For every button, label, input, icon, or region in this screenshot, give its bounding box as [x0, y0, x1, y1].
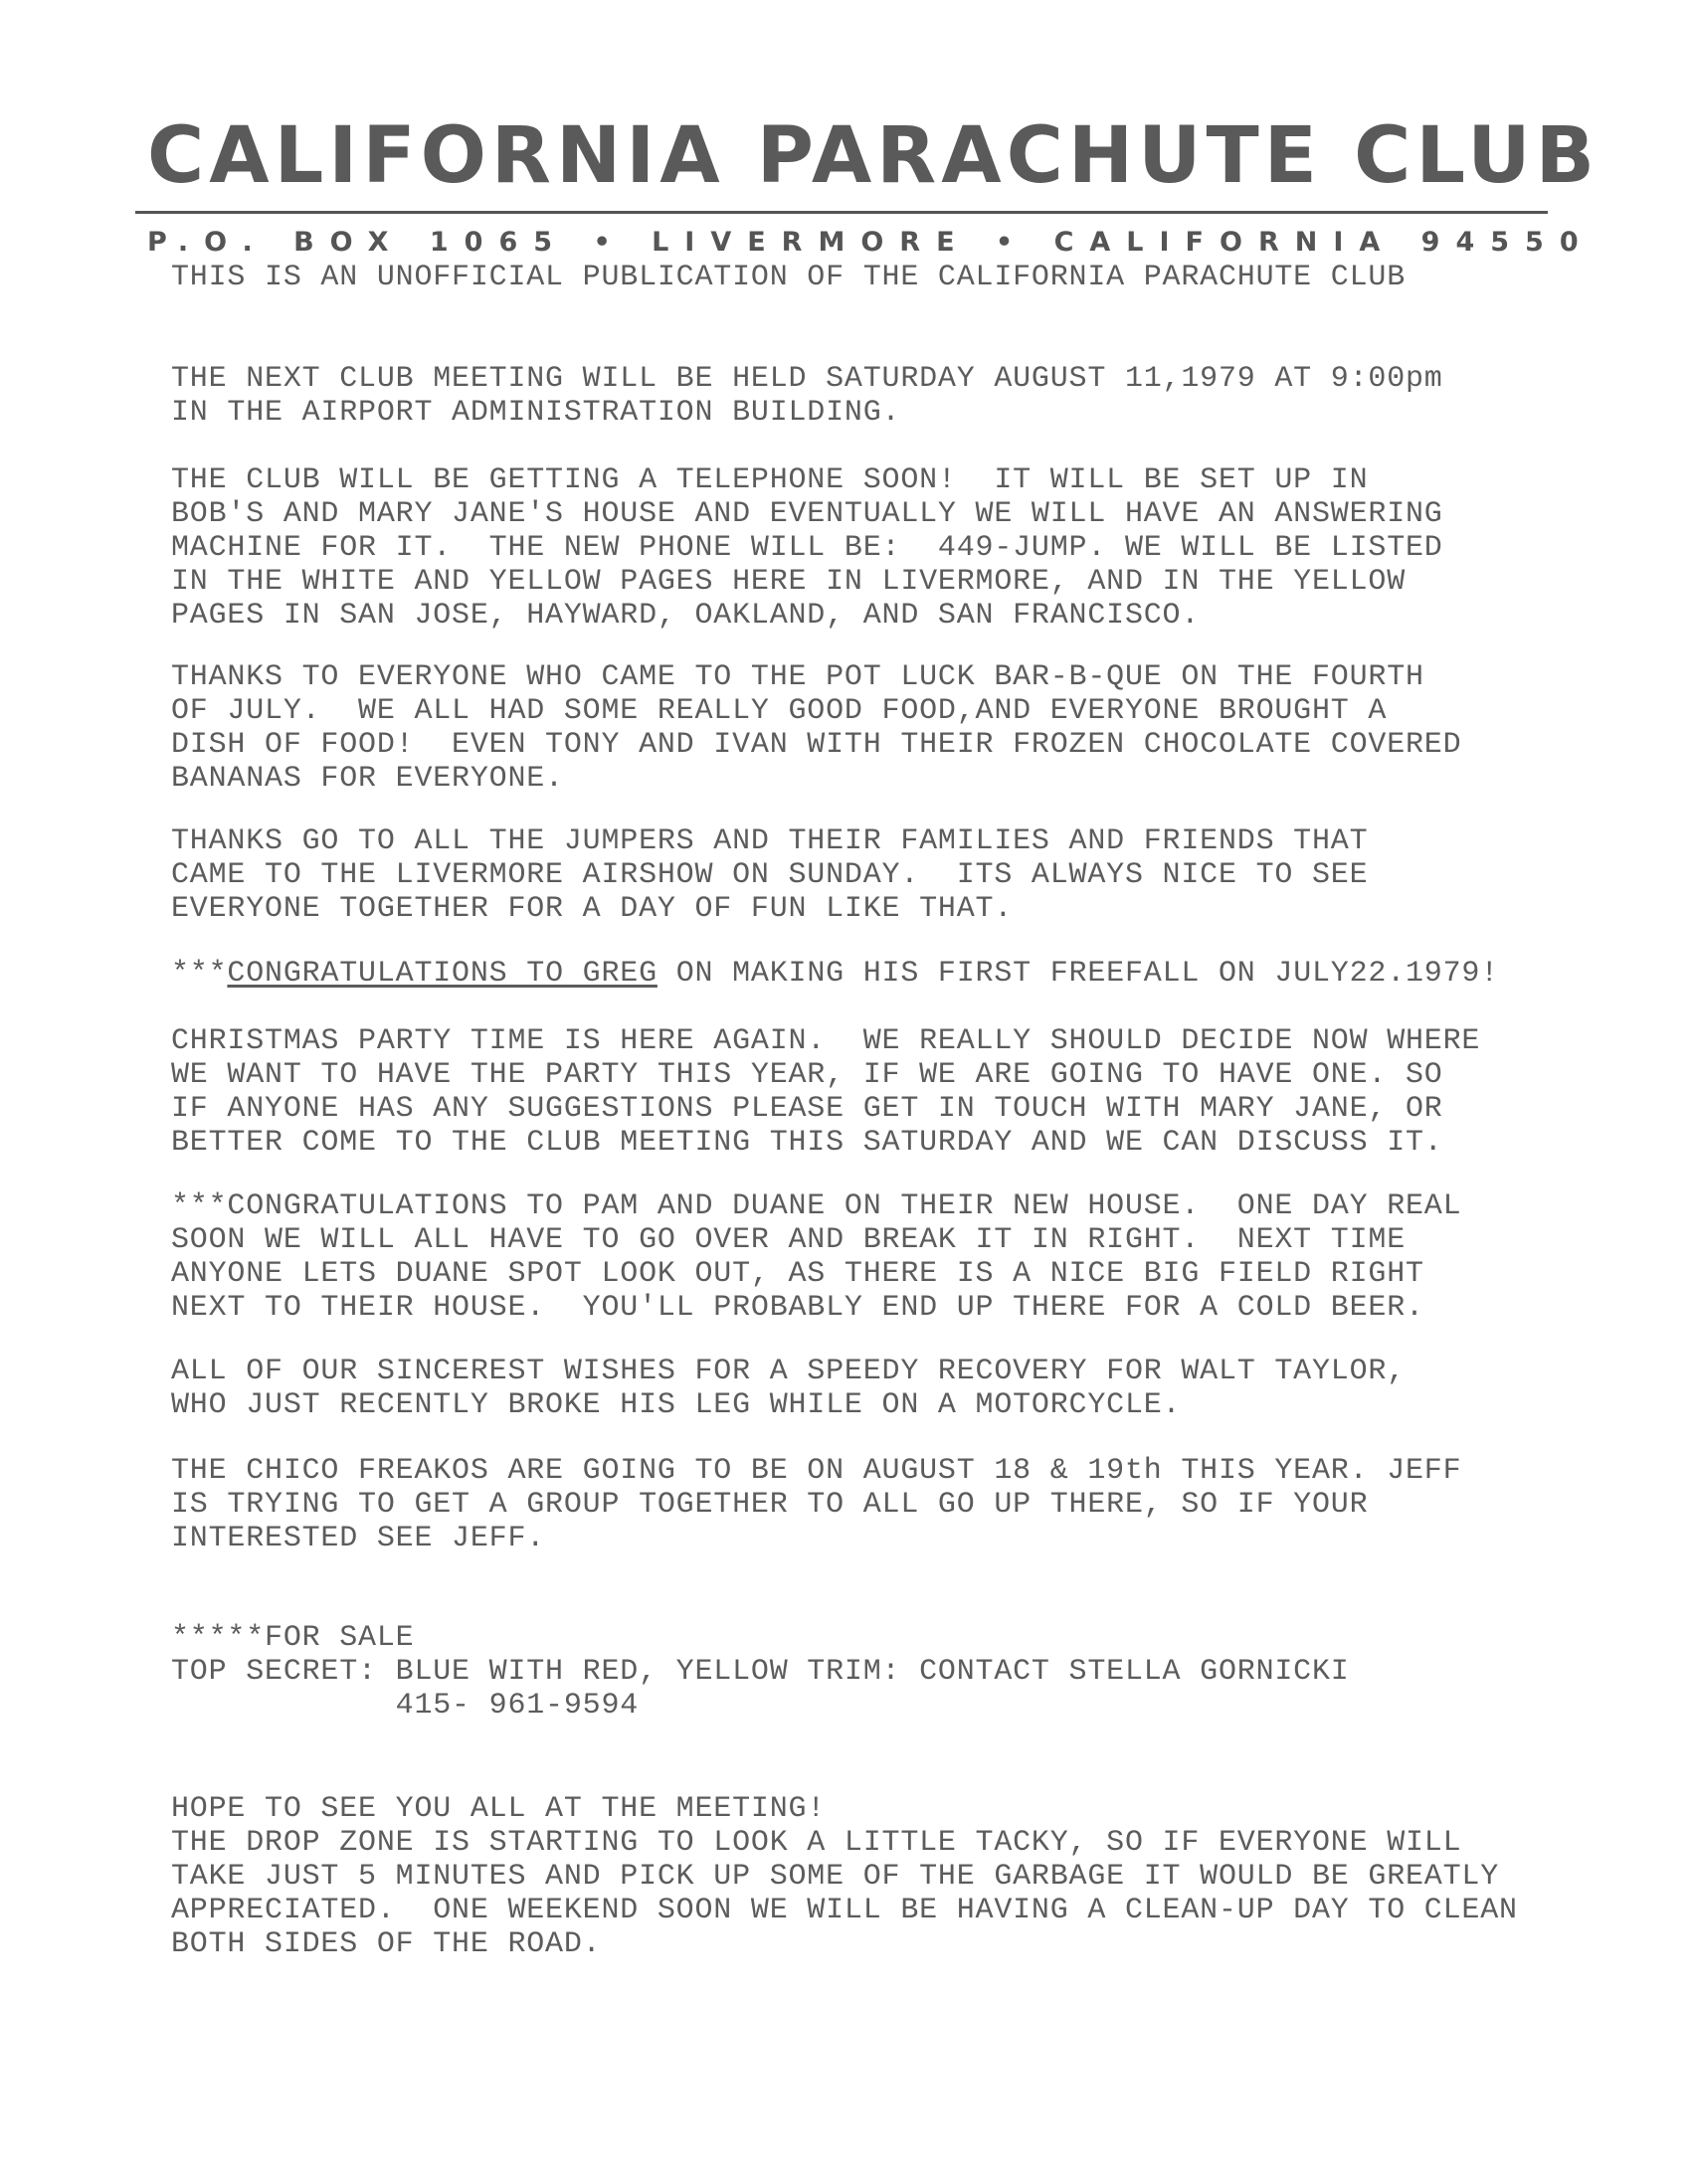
paragraph-line: THANKS TO EVERYONE WHO CAME TO THE POT LUCK BAR-B-QUE ON THE FOURTH: [171, 660, 1424, 694]
paragraph-christmas: [171, 1024, 1480, 1160]
paragraph-line: WHO JUST RECENTLY BROKE HIS LEG WHILE ON A MOTORCYCLE.: [171, 1388, 1182, 1422]
paragraph-line: SOON WE WILL ALL HAVE TO GO OVER AND BREAK IT IN RIGHT. NEXT TIME: [171, 1223, 1406, 1257]
paragraph-line: IF ANYONE HAS ANY SUGGESTIONS PLEASE GET IN TOUCH WITH MARY JANE, OR: [171, 1092, 1443, 1126]
paragraph-line: THANKS GO TO ALL THE JUMPERS AND THEIR FAMILIES AND FRIENDS THAT: [171, 824, 1369, 858]
paragraph-line: ALL OF OUR SINCEREST WISHES FOR A SPEEDY RECOVERY FOR WALT TAYLOR,: [171, 1355, 1406, 1388]
paragraph-line: *****FOR SALE: [171, 1621, 415, 1655]
paragraph-telephone: [171, 463, 1443, 633]
paragraph-line: OF JULY. WE ALL HAD SOME REALLY GOOD FOOD,AND EVERYONE BROUGHT A: [171, 694, 1388, 728]
paragraph-line: BETTER COME TO THE CLUB MEETING THIS SATURDAY AND WE CAN DISCUSS IT.: [171, 1126, 1443, 1160]
paragraph-line: TAKE JUST 5 MINUTES AND PICK UP SOME OF THE GARBAGE IT WOULD BE GREATLY: [171, 1860, 1500, 1894]
paragraph-line: MACHINE FOR IT. THE NEW PHONE WILL BE: 449-JUMP. WE WILL BE LISTED: [171, 531, 1443, 565]
paragraph-line: EVERYONE TOGETHER FOR A DAY OF FUN LIKE THAT.: [171, 892, 1014, 926]
paragraph-potluck: [171, 660, 1461, 796]
paragraph-line: BANANAS FOR EVERYONE.: [171, 762, 564, 796]
paragraph-line: [171, 957, 1499, 991]
paragraph-walt: [171, 1355, 1406, 1422]
paragraph-line: ANYONE LETS DUANE SPOT LOOK OUT, AS THERE IS A NICE BIG FIELD RIGHT: [171, 1257, 1424, 1291]
letterhead-divider: [135, 211, 1548, 214]
paragraph-line: INTERESTED SEE JEFF.: [171, 1522, 546, 1555]
paragraph-line: THE DROP ZONE IS STARTING TO LOOK A LITTLE TACKY, SO IF EVERYONE WILL: [171, 1826, 1462, 1860]
paragraph-closing: [171, 1792, 1518, 1961]
paragraph-line: IN THE WHITE AND YELLOW PAGES HERE IN LIVERMORE, AND IN THE YELLOW: [171, 565, 1406, 599]
paragraph-pam-duane: [171, 1189, 1461, 1325]
paragraph-line: CHRISTMAS PARTY TIME IS HERE AGAIN. WE REALLY SHOULD DECIDE NOW WHERE: [171, 1024, 1481, 1058]
publication-note: THIS IS AN UNOFFICIAL PUBLICATION OF THE CALIFORNIA PARACHUTE CLUB: [171, 261, 1406, 294]
letterhead-title: CALIFORNIA PARACHUTE CLUB: [147, 111, 1600, 201]
paragraph-line: THE CHICO FREAKOS ARE GOING TO BE ON AUGUST 18 & 19th THIS YEAR. JEFF: [171, 1454, 1462, 1488]
paragraph-line: ***CONGRATULATIONS TO PAM AND DUANE ON THEIR NEW HOUSE. ONE DAY REAL: [171, 1189, 1462, 1223]
greg-underlined: CONGRATULATIONS TO GREG: [227, 957, 658, 991]
greg-prefix: ***: [171, 957, 228, 991]
paragraph-line: TOP SECRET: BLUE WITH RED, YELLOW TRIM: CONTACT STELLA GORNICKI: [171, 1655, 1350, 1689]
greg-rest: ON MAKING HIS FIRST FREEFALL ON JULY22.1979!: [657, 957, 1500, 991]
paragraph-line: DISH OF FOOD! EVEN TONY AND IVAN WITH THEIR FROZEN CHOCOLATE COVERED: [171, 728, 1462, 762]
paragraph-line: NEXT TO THEIR HOUSE. YOU'LL PROBABLY END UP THERE FOR A COLD BEER.: [171, 1291, 1424, 1325]
paragraph-line: CAME TO THE LIVERMORE AIRSHOW ON SUNDAY. ITS ALWAYS NICE TO SEE: [171, 858, 1369, 892]
letterhead-address: P.O. BOX 1065 • LIVERMORE • CALIFORNIA 94550: [147, 227, 1595, 258]
paragraph-line: PAGES IN SAN JOSE, HAYWARD, OAKLAND, AND SAN FRANCISCO.: [171, 599, 1201, 633]
paragraph-line: BOB'S AND MARY JANE'S HOUSE AND EVENTUALLY WE WILL HAVE AN ANSWERING: [171, 497, 1443, 531]
paragraph-line: WE WANT TO HAVE THE PARTY THIS YEAR, IF WE ARE GOING TO HAVE ONE. SO: [171, 1058, 1443, 1092]
paragraph-line: IS TRYING TO GET A GROUP TOGETHER TO ALL GO UP THERE, SO IF YOUR: [171, 1488, 1369, 1522]
paragraph-line: BOTH SIDES OF THE ROAD.: [171, 1927, 602, 1961]
paragraph-line: IN THE AIRPORT ADMINISTRATION BUILDING.: [171, 396, 901, 430]
paragraph-line: APPRECIATED. ONE WEEKEND SOON WE WILL BE HAVING A CLEAN-UP DAY TO CLEAN: [171, 1894, 1518, 1927]
paragraph-airshow: [171, 824, 1368, 926]
paragraph-for-sale: [171, 1621, 1350, 1723]
paragraph-chico: [171, 1454, 1461, 1555]
paragraph-line: THE CLUB WILL BE GETTING A TELEPHONE SOON! IT WILL BE SET UP IN: [171, 463, 1369, 497]
paragraph-line: HOPE TO SEE YOU ALL AT THE MEETING!: [171, 1792, 827, 1826]
paragraph-line: 415- 961-9594: [171, 1689, 640, 1723]
paragraph-line: THE NEXT CLUB MEETING WILL BE HELD SATURDAY AUGUST 11,1979 AT 9:00pm: [171, 362, 1443, 396]
paragraph-greg: [171, 957, 1499, 991]
paragraph-meeting: [171, 362, 1443, 430]
